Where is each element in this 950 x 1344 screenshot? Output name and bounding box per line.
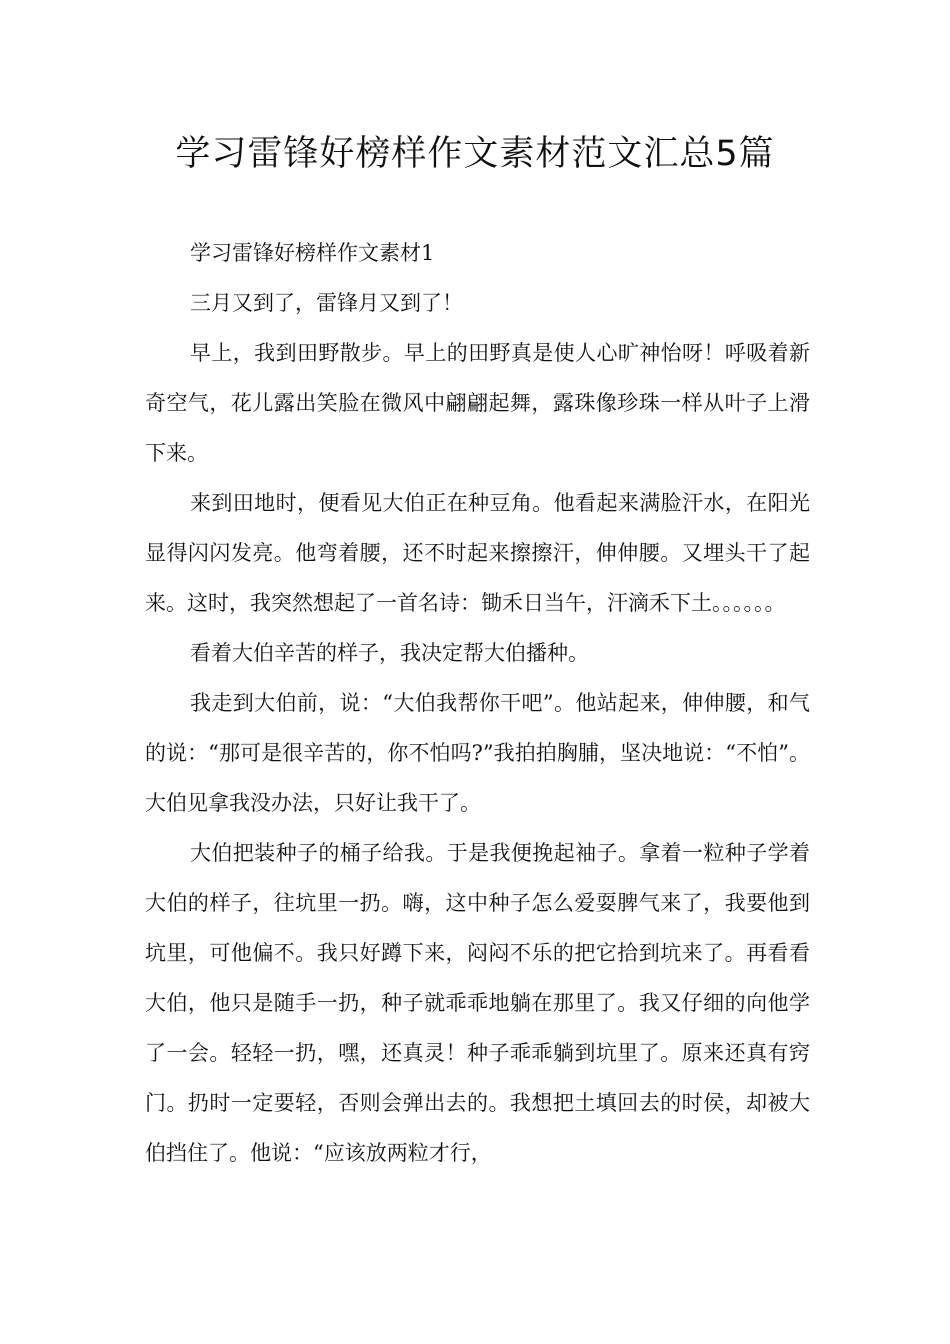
paragraph: 我走到大伯前，说：“大伯我帮你干吧”。他站起来，伸伸腰，和气的说：“那可是很辛苦的，你不怕吗?”我拍拍胸脯，坚决地说：“不怕”。大伯见拿我没办法，只好让我干了。 [145,691,810,815]
paragraph: 来到田地时，便看见大伯正在种豆角。他看起来满脸汗水，在阳光显得闪闪发亮。他弯着腰，还不时起来擦擦汗，伸伸腰。又埋头干了起来。这时，我突然想起了一首名诗：锄禾日当午，汗滴禾下土。。。。。。 [145,491,810,615]
paragraph: 早上，我到田野散步。早上的田野真是使人心旷神怡呀！呼吸着新奇空气，花儿露出笑脸在微风中翩翩起舞，露珠像珍珠一样从叶子上滑下来。 [145,341,810,465]
paragraph: 大伯把装种子的桶子给我。于是我便挽起袖子。拿着一粒种子学着大伯的样子，往坑里一扔。嗨，这中种子怎么爱耍脾气来了，我要他到坑里，可他偏不。我只好蹲下来，闷闷不乐的把它拾到坑来了。再看看大伯，他只是随手一扔，种子就乖乖地躺在那里了。我又仔细的向他学了一会。轻轻一扔，嘿，还真灵！种子乖乖躺到坑里了。原来还真有窍门。扔时一定要轻，否则会弹出去的。我想把土填回去的时侯，却被大伯挡住了。他说：“应该放两粒才行， [145,841,810,1165]
section-heading: 学习雷锋好榜样作文素材1 [190,241,435,265]
document-body [145,228,810,1178]
document-title: 学习雷锋好榜样作文素材范文汇总5篇 [175,134,775,174]
paragraph: 看着大伯辛苦的样子，我决定帮大伯播种。 [190,641,589,665]
paragraph: 三月又到了，雷锋月又到了！ [190,291,463,315]
